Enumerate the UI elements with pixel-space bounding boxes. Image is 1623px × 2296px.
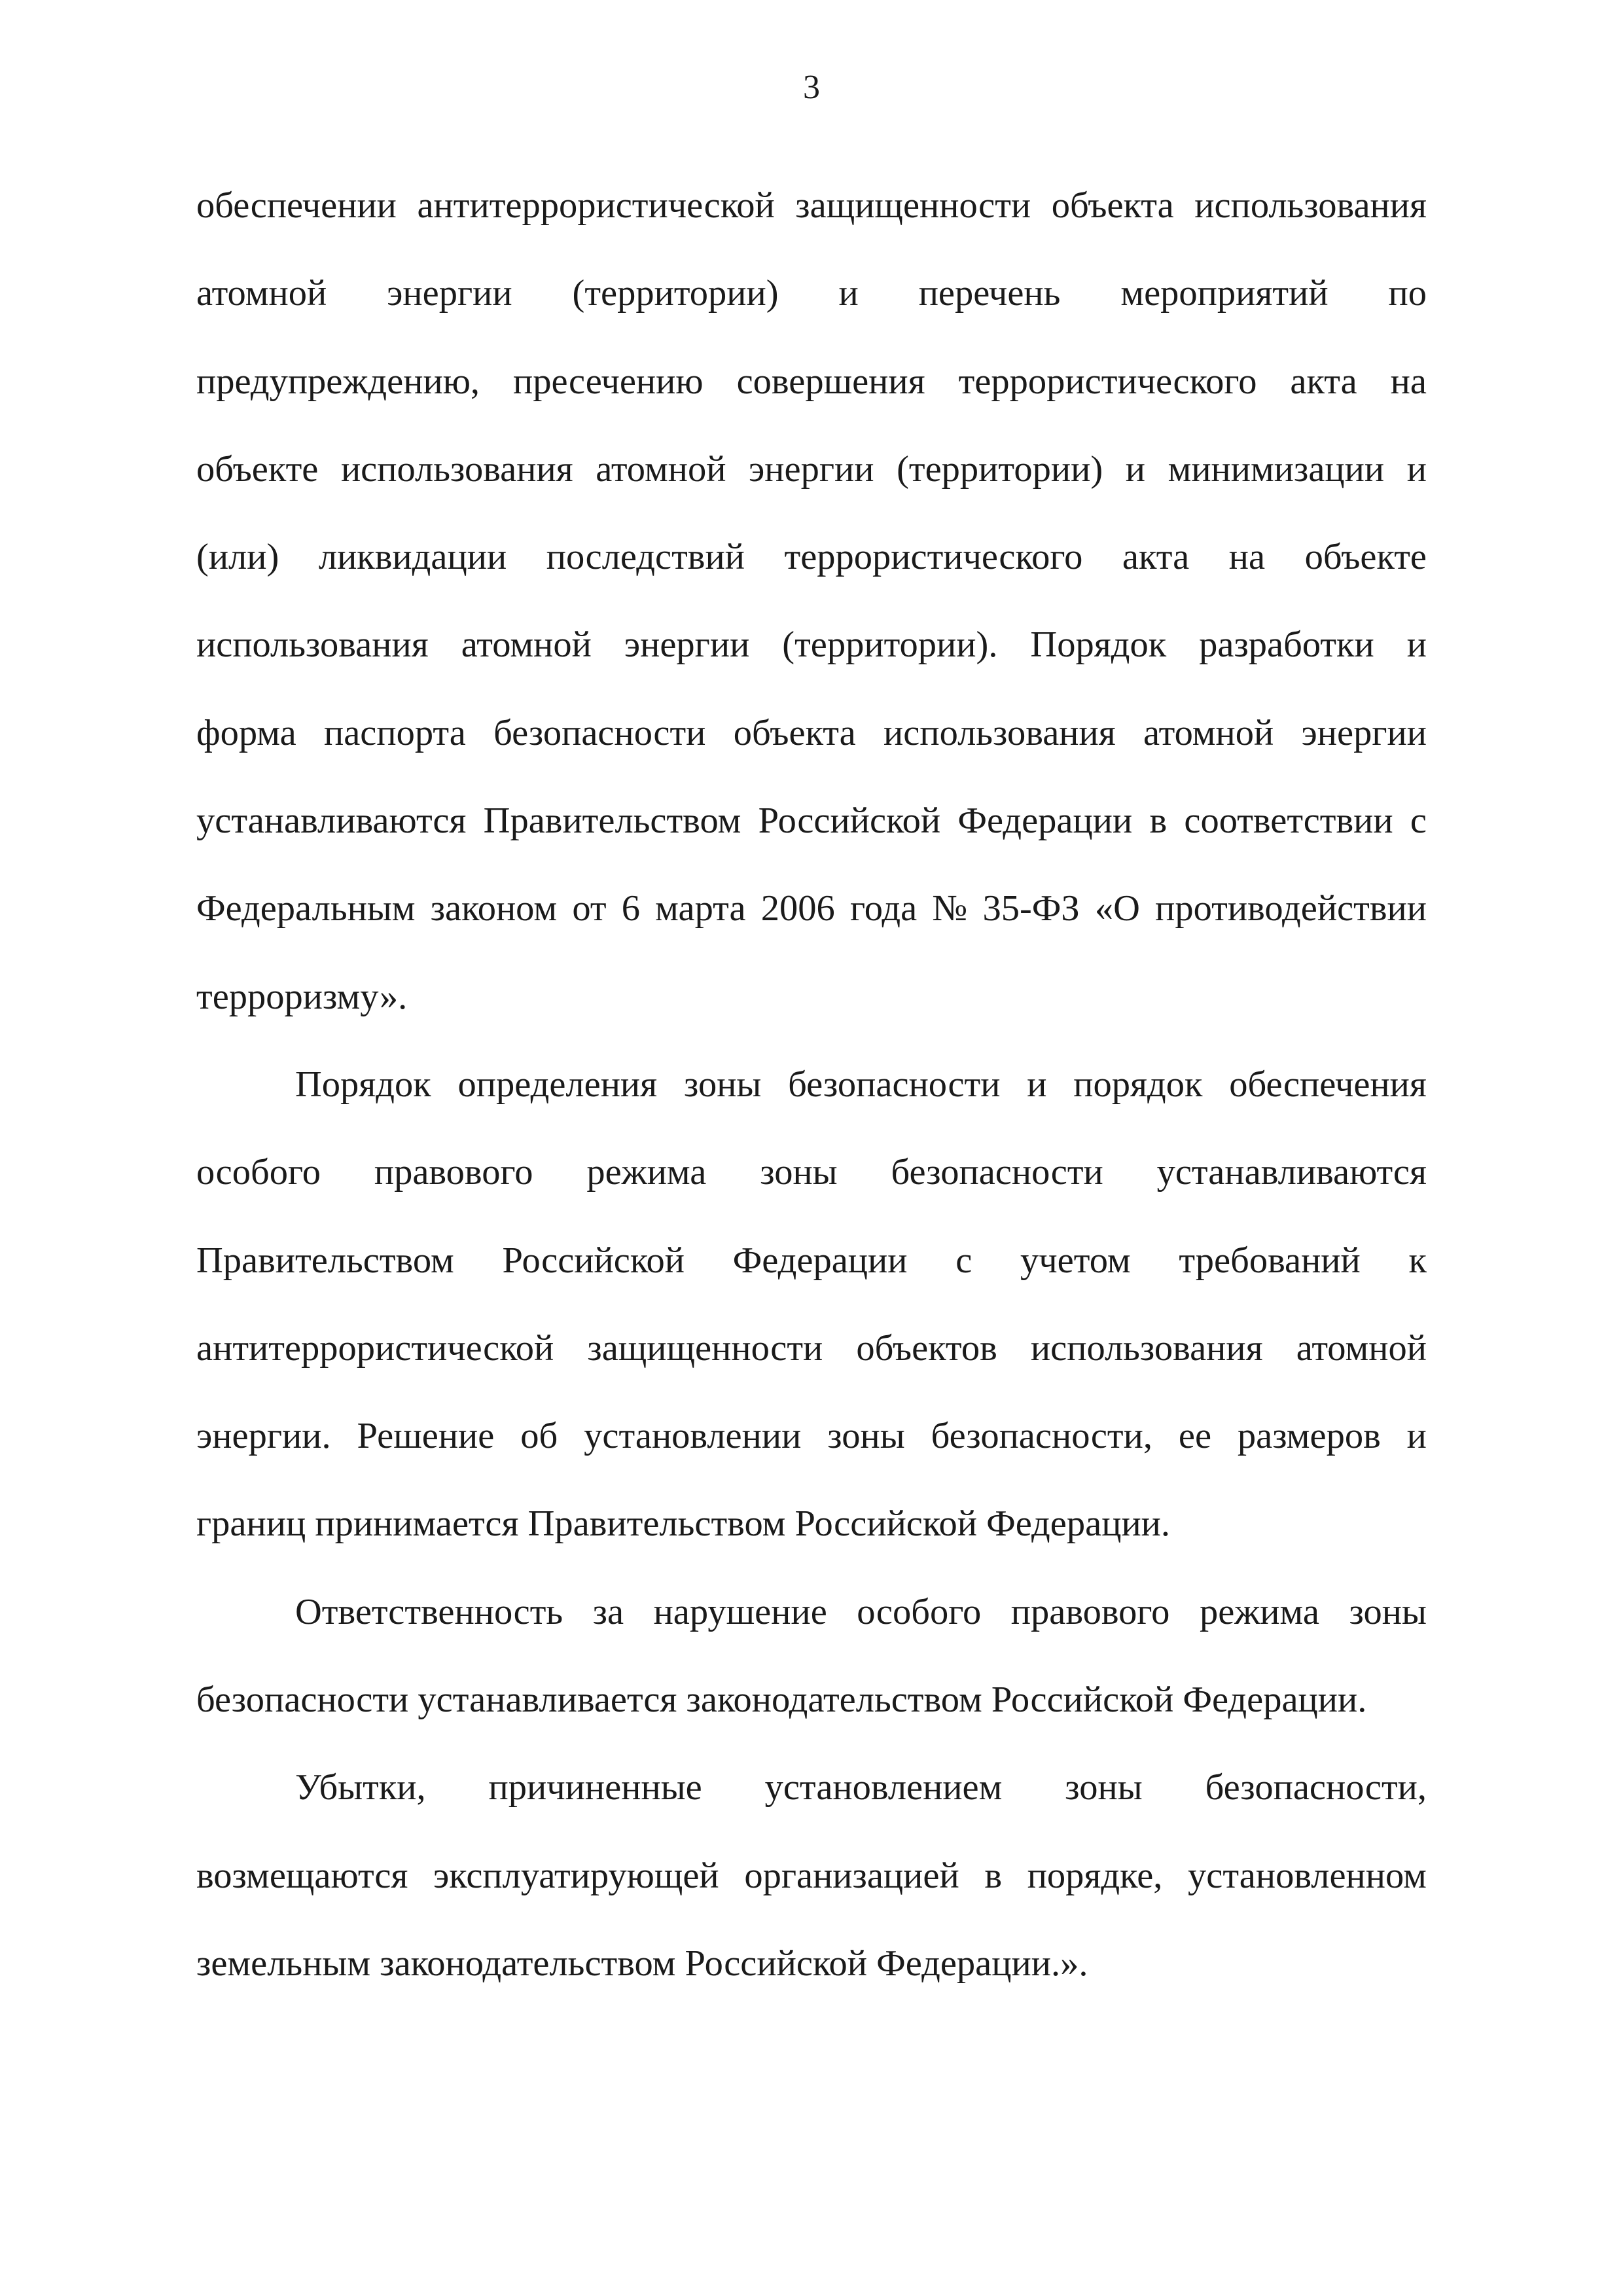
word: террористического <box>958 361 1257 402</box>
word: пресечению <box>513 361 704 402</box>
word: в <box>1149 800 1168 842</box>
word: Правительством <box>483 800 741 842</box>
word: порядке, <box>1027 1855 1163 1896</box>
page-number: 3 <box>803 69 820 106</box>
word: и <box>1125 448 1145 490</box>
word: на <box>1228 537 1266 578</box>
word: форма <box>196 712 296 753</box>
word: Российской <box>502 1240 685 1281</box>
paragraph-1 <box>196 162 1427 1041</box>
word: атомной <box>596 448 726 490</box>
word: использования <box>340 448 573 490</box>
text-line <box>196 1744 1427 1831</box>
word: режима <box>586 1152 707 1193</box>
word: объектов <box>856 1327 997 1369</box>
word: объекте <box>196 448 319 490</box>
word: по <box>1388 273 1427 314</box>
word: предупреждению, <box>196 361 480 402</box>
word: Федерации <box>732 1240 908 1281</box>
word: и <box>1406 1416 1427 1457</box>
word: «О <box>1094 888 1140 929</box>
word: организацией <box>744 1855 959 1896</box>
word: от <box>572 888 607 929</box>
word: размеров <box>1237 1416 1381 1457</box>
word: минимизации <box>1168 448 1385 490</box>
text-line <box>196 513 1427 601</box>
word: защищенности <box>795 185 1031 226</box>
word: и <box>1406 448 1427 490</box>
word: акта <box>1122 537 1190 578</box>
text-line <box>196 1304 1427 1392</box>
word: зоны <box>1065 1767 1143 1808</box>
text-line <box>196 865 1427 952</box>
word: требований <box>1179 1240 1361 1281</box>
word: противодействии <box>1155 888 1427 929</box>
word: на <box>1390 361 1427 402</box>
word: Федерации <box>957 800 1133 842</box>
word: энергии <box>624 624 750 666</box>
word: использования <box>1194 185 1427 226</box>
word: к <box>1408 1240 1427 1281</box>
word: обеспечении <box>196 185 397 226</box>
text-line <box>196 689 1427 777</box>
word: возмещаются <box>196 1855 408 1896</box>
word: зоны <box>1349 1591 1427 1632</box>
word: атомной <box>1296 1327 1427 1369</box>
word: Федеральным <box>196 888 416 929</box>
word: ее <box>1178 1416 1212 1457</box>
word: акта <box>1290 361 1357 402</box>
word: Правительством <box>196 1240 454 1281</box>
text-line <box>196 162 1427 249</box>
word: безопасности <box>891 1152 1103 1193</box>
text-line <box>196 338 1427 425</box>
word: объекта <box>1051 185 1174 226</box>
word: Решение <box>357 1416 495 1457</box>
text-line-last: терроризму». <box>196 976 408 1017</box>
text-line-last: земельным законодательством Российской Федерации.». <box>196 1943 1088 1984</box>
word: (территории) <box>572 273 779 314</box>
word: 2006 <box>760 888 835 929</box>
word: устанавливаются <box>1156 1152 1427 1193</box>
word: обеспечения <box>1229 1064 1427 1105</box>
word: последствий <box>546 537 745 578</box>
word: безопасности <box>493 712 706 753</box>
word: атомной <box>461 624 592 666</box>
text-line <box>196 1832 1427 1920</box>
word: энергии <box>387 273 512 314</box>
word: и <box>1406 624 1427 666</box>
word: с <box>1410 800 1427 842</box>
paragraph-2 <box>196 1041 1427 1568</box>
word: энергии. <box>196 1416 331 1457</box>
word: энергии <box>1301 712 1427 753</box>
word: правового <box>1010 1591 1170 1632</box>
word: порядок <box>1073 1064 1203 1105</box>
word: атомной <box>196 273 327 314</box>
text-line <box>196 425 1427 513</box>
word: энергии <box>749 448 874 490</box>
word: Российской <box>758 800 941 842</box>
word: установленном <box>1188 1855 1427 1896</box>
word: учетом <box>1020 1240 1131 1281</box>
word: в <box>984 1855 1003 1896</box>
word: с <box>955 1240 972 1281</box>
word: использования <box>883 712 1116 753</box>
word: зоны <box>760 1152 838 1193</box>
word: зоны <box>683 1064 762 1105</box>
word: правового <box>374 1152 533 1193</box>
word: Порядок <box>1030 624 1167 666</box>
word: определения <box>457 1064 658 1105</box>
text-line <box>196 601 1427 689</box>
word: защищенности <box>587 1327 823 1369</box>
text-line-last: границ принимается Правительством Российской Федерации. <box>196 1503 1171 1545</box>
word: года <box>849 888 918 929</box>
word: законом <box>430 888 558 929</box>
text-line <box>196 777 1427 865</box>
word: № <box>932 888 968 929</box>
word: использования <box>196 624 429 666</box>
text-line <box>196 1392 1427 1480</box>
word: нарушение <box>653 1591 827 1632</box>
word: антитеррористической <box>417 185 775 226</box>
word: и <box>838 273 859 314</box>
word: перечень <box>918 273 1061 314</box>
word: об <box>520 1416 558 1457</box>
word: особого <box>857 1591 982 1632</box>
text-line-last: безопасности устанавливается законодательством Российской Федерации. <box>196 1679 1367 1721</box>
text-line <box>196 1041 1427 1128</box>
word: разработки <box>1199 624 1374 666</box>
word: устанавливаются <box>196 800 467 842</box>
text-line <box>196 1128 1427 1216</box>
word: атомной <box>1143 712 1274 753</box>
word: использования <box>1030 1327 1263 1369</box>
word: причиненные <box>488 1767 702 1808</box>
word: режима <box>1199 1591 1319 1632</box>
word: 6 <box>621 888 640 929</box>
word: объекта <box>733 712 856 753</box>
text-line <box>196 1568 1427 1656</box>
word: и <box>1027 1064 1047 1105</box>
word: (территории) <box>897 448 1103 490</box>
word: ликвидации <box>318 537 507 578</box>
word: антитеррористической <box>196 1327 554 1369</box>
word: (территории). <box>782 624 998 666</box>
word: установлении <box>584 1416 802 1457</box>
paragraph-3 <box>196 1568 1427 1744</box>
word: 35-ФЗ <box>982 888 1080 929</box>
paragraph-4 <box>196 1744 1427 2007</box>
word: зоны <box>827 1416 905 1457</box>
word: (или) <box>196 537 279 578</box>
word: установлением <box>764 1767 1003 1808</box>
word: безопасности, <box>1205 1767 1427 1808</box>
text-line <box>196 249 1427 337</box>
word: террористического <box>784 537 1083 578</box>
word: безопасности, <box>931 1416 1152 1457</box>
word: Порядок <box>295 1064 431 1105</box>
word: мероприятий <box>1120 273 1329 314</box>
word: Убытки, <box>295 1767 426 1808</box>
word: соответствии <box>1184 800 1393 842</box>
word: безопасности <box>788 1064 1001 1105</box>
word: Ответственность <box>295 1591 563 1632</box>
word: объекте <box>1304 537 1427 578</box>
word: паспорта <box>323 712 466 753</box>
word: за <box>592 1591 624 1632</box>
text-line <box>196 1217 1427 1304</box>
word: совершения <box>736 361 925 402</box>
word: эксплуатирующей <box>433 1855 719 1896</box>
document-body <box>196 162 1427 2007</box>
word: особого <box>196 1152 321 1193</box>
word: марта <box>655 888 746 929</box>
